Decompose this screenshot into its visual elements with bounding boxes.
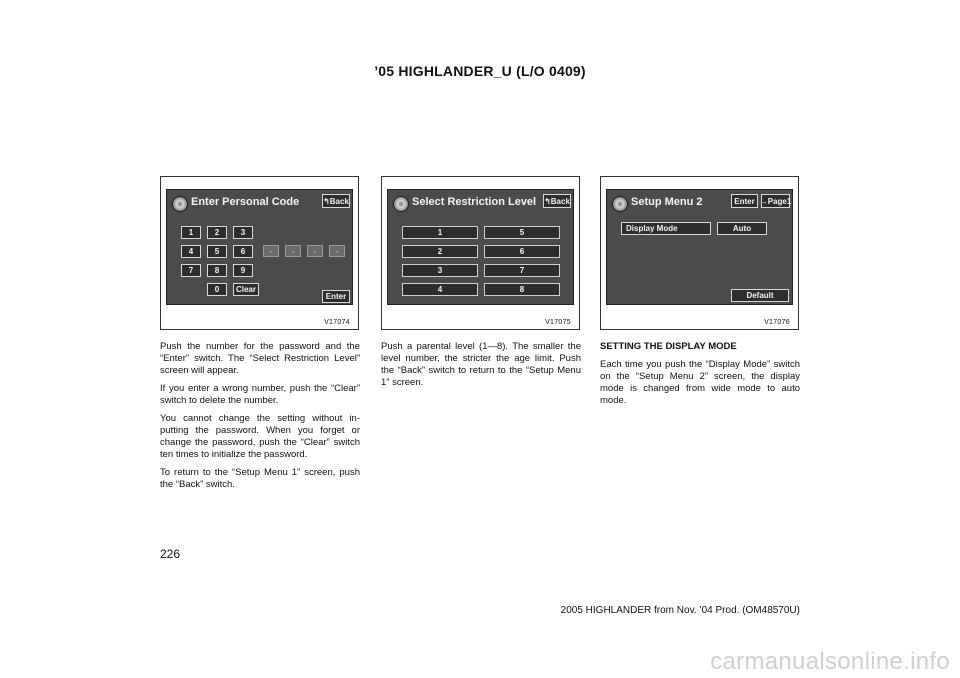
enter-button[interactable]: Enter [322, 290, 350, 303]
key-0[interactable]: 0 [207, 283, 227, 296]
key-4[interactable]: 4 [181, 245, 201, 258]
page-header: ’05 HIGHLANDER_U (L/O 0409) [374, 63, 586, 79]
level-8-button[interactable]: 8 [484, 283, 560, 296]
screen-select-restriction-level [387, 189, 574, 305]
key-7[interactable]: 7 [181, 264, 201, 277]
level-2-button[interactable]: 2 [402, 245, 478, 258]
key-1[interactable]: 1 [181, 226, 201, 239]
arrow-right-icon: → [759, 196, 768, 206]
clear-button[interactable]: Clear [233, 283, 259, 296]
page-footer: 2005 HIGHLANDER from Nov. ’04 Prod. (OM48570U) [560, 605, 800, 616]
screen-title: Select Restriction Level [412, 196, 537, 208]
key-9[interactable]: 9 [233, 264, 253, 277]
figure-id: V17074 [324, 319, 350, 326]
figure-id: V17075 [545, 319, 571, 326]
page-button[interactable]: → Page1 [761, 194, 790, 208]
paragraph: Each time you push the “Display Mode” switch on the “Setup Menu 2” screen, the display mode is changed from wide mode to auto mode. [600, 359, 800, 406]
column-1-text [160, 341, 360, 497]
paragraph: Push a parental level (1—8). The smaller the level number, the stricter the age limit. Push the “Back” switch to return to the “Setup Menu 1” screen. [381, 341, 581, 388]
key-3[interactable]: 3 [233, 226, 253, 239]
figure-select-restriction-level [381, 176, 580, 330]
screen-enter-personal-code [166, 189, 353, 305]
paragraph: You cannot change the setting without in- putting the password. When you forget or change the password, push the “Clear” switch ten times to initialize the password. [160, 413, 360, 460]
screen-title: Enter Personal Code [191, 196, 300, 208]
level-3-button[interactable]: 3 [402, 264, 478, 277]
paragraph: If you enter a wrong number, push the “Clear” switch to delete the number. [160, 383, 360, 406]
level-7-button[interactable]: 7 [484, 264, 560, 277]
column-3-text [600, 341, 800, 413]
display-mode-button[interactable]: Display Mode [621, 222, 711, 235]
section-heading: SETTING THE DISPLAY MODE [600, 341, 737, 352]
paragraph: Push the number for the password and the “Enter” switch. The “Select Restriction Level” screen will appear. [160, 341, 360, 376]
watermark: carmanualsonline.info [710, 648, 950, 675]
disc-icon [393, 196, 409, 212]
screen-setup-menu-2 [606, 189, 793, 305]
key-6[interactable]: 6 [233, 245, 253, 258]
return-arrow-icon: ↰ [323, 196, 330, 206]
key-2[interactable]: 2 [207, 226, 227, 239]
figure-id: V17076 [764, 319, 790, 326]
disc-icon [612, 196, 628, 212]
figure-enter-personal-code [160, 176, 359, 330]
figure-setup-menu-2 [600, 176, 799, 330]
level-6-button[interactable]: 6 [484, 245, 560, 258]
code-slot: - [307, 245, 323, 257]
code-slot: - [329, 245, 345, 257]
default-button[interactable]: Default [731, 289, 789, 302]
level-5-button[interactable]: 5 [484, 226, 560, 239]
paragraph: To return to the “Setup Menu 1” screen, push the “Back” switch. [160, 467, 360, 490]
display-mode-value: Auto [717, 222, 767, 235]
back-button[interactable]: ↰ Back [543, 194, 571, 208]
column-2-text [381, 341, 581, 395]
page-number: 226 [160, 547, 181, 561]
level-1-button[interactable]: 1 [402, 226, 478, 239]
return-arrow-icon: ↰ [544, 196, 551, 206]
enter-button[interactable]: Enter [731, 194, 758, 208]
disc-icon [172, 196, 188, 212]
screen-title: Setup Menu 2 [631, 196, 703, 208]
key-5[interactable]: 5 [207, 245, 227, 258]
code-slot: - [285, 245, 301, 257]
key-8[interactable]: 8 [207, 264, 227, 277]
level-4-button[interactable]: 4 [402, 283, 478, 296]
back-button[interactable]: ↰ Back [322, 194, 350, 208]
code-slot: - [263, 245, 279, 257]
